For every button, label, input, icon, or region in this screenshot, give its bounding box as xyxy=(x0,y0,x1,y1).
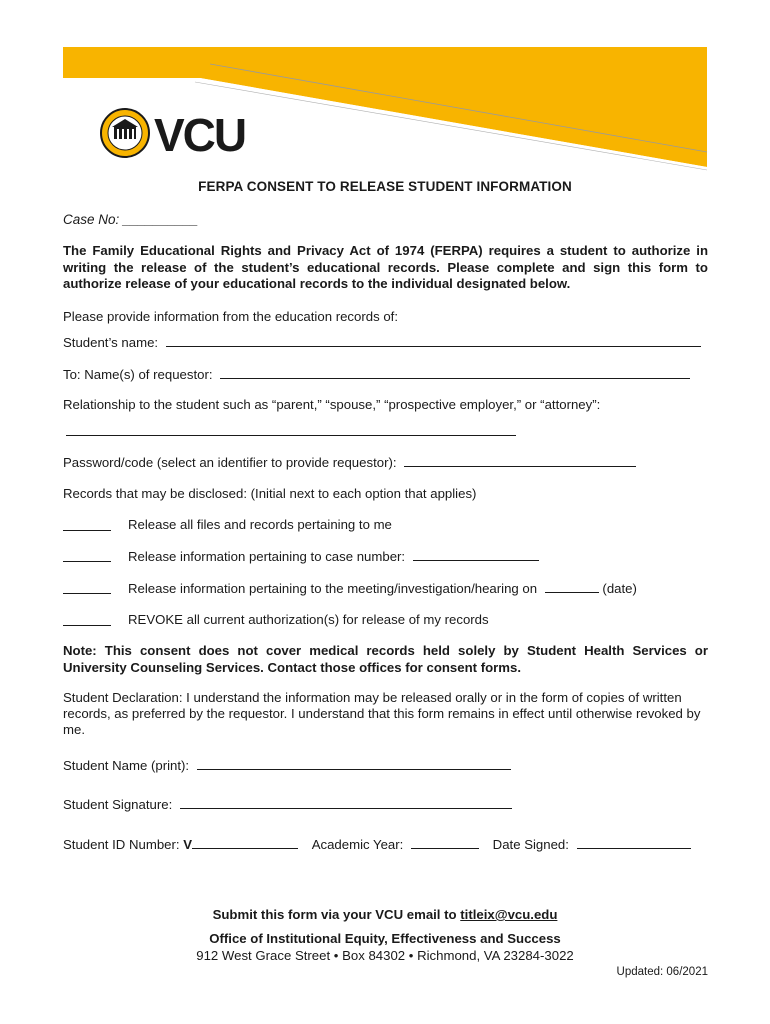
requestor-field[interactable] xyxy=(220,366,690,379)
relationship-label: Relationship to the student such as “parent,” “spouse,” “prospective employer,” or “attorney”: xyxy=(63,397,601,412)
submit-line xyxy=(0,907,770,923)
student-name-print-field[interactable] xyxy=(197,757,511,770)
option-case-number: Release information pertaining to case number: xyxy=(128,549,406,564)
header-banner xyxy=(0,0,770,180)
date-suffix: (date) xyxy=(602,581,637,596)
vcu-logo: VCU xyxy=(154,109,246,161)
academic-year-label: Academic Year: xyxy=(311,837,404,852)
office-name: Office of Institutional Equity, Effectiveness and Success xyxy=(209,931,561,946)
initial-field-1[interactable] xyxy=(63,530,111,531)
note-text: Note: This consent does not cover medical records held solely by Student Health Services or University Counseling Services. Contact those offices for consent forms. xyxy=(63,643,708,675)
students-name-row xyxy=(63,334,701,351)
student-declaration: Student Declaration: I understand the information may be released orally or in the form of copies of written records, as preferred by the requestor. I understand that this form remains in effect until otherwise revoked by me. xyxy=(63,690,701,737)
student-id-label: Student ID Number: xyxy=(63,837,180,852)
office-address: 912 West Grace Street • Box 84302 • Richmond, VA 23284-3022 xyxy=(196,948,574,963)
student-signature-field[interactable] xyxy=(180,796,512,809)
password-row xyxy=(63,454,636,471)
meeting-date-field[interactable] xyxy=(545,580,599,593)
option-release-all: Release all files and records pertaining to me xyxy=(128,517,392,532)
students-name-label: Student’s name: xyxy=(63,335,159,350)
option-meeting: Release information pertaining to the meeting/investigation/hearing on xyxy=(128,581,538,596)
student-name-print-label: Student Name (print): xyxy=(63,758,190,773)
students-name-field[interactable] xyxy=(166,334,701,347)
student-signature-label: Student Signature: xyxy=(63,797,173,812)
updated-date: Updated: 06/2021 xyxy=(616,966,708,978)
provide-info-text: Please provide information from the education records of: xyxy=(63,309,398,324)
student-id-row xyxy=(63,836,691,853)
case-number-field[interactable] xyxy=(413,548,539,561)
records-label: Records that may be disclosed: (Initial next to each option that applies) xyxy=(63,486,477,501)
student-id-prefix: V xyxy=(183,837,193,852)
initial-field-2[interactable] xyxy=(63,561,111,562)
option-case-number-row xyxy=(128,548,539,565)
student-signature-row xyxy=(63,796,512,813)
vcu-seal-icon xyxy=(101,109,149,157)
requestor-label: To: Name(s) of requestor: xyxy=(63,367,213,382)
date-signed-label: Date Signed: xyxy=(492,837,569,852)
email-link[interactable]: titleix@vcu.edu xyxy=(460,907,558,922)
form-title: FERPA CONSENT TO RELEASE STUDENT INFORMATION xyxy=(198,179,572,194)
student-name-print-row xyxy=(63,757,511,774)
requestor-row xyxy=(63,366,690,383)
initial-field-3[interactable] xyxy=(63,593,111,594)
password-field[interactable] xyxy=(404,454,636,467)
case-number: Case No: __________ xyxy=(63,212,199,227)
date-signed-field[interactable] xyxy=(577,836,691,849)
initial-field-4[interactable] xyxy=(63,625,111,626)
ferpa-intro: The Family Educational Rights and Privacy Act of 1974 (FERPA) requires a student to authorize in writing the release of the student’s educational records. Please complete and sign this form to authorize release of your educational records to the individual designated below. xyxy=(63,243,708,291)
option-meeting-row xyxy=(128,580,637,597)
relationship-field[interactable] xyxy=(66,423,516,436)
student-id-field[interactable] xyxy=(192,836,298,849)
academic-year-field[interactable] xyxy=(411,836,479,849)
submit-prefix: Submit this form via your VCU email to xyxy=(212,907,457,922)
option-revoke: REVOKE all current authorization(s) for release of my records xyxy=(128,612,489,627)
password-label: Password/code (select an identifier to provide requestor): xyxy=(63,455,397,470)
